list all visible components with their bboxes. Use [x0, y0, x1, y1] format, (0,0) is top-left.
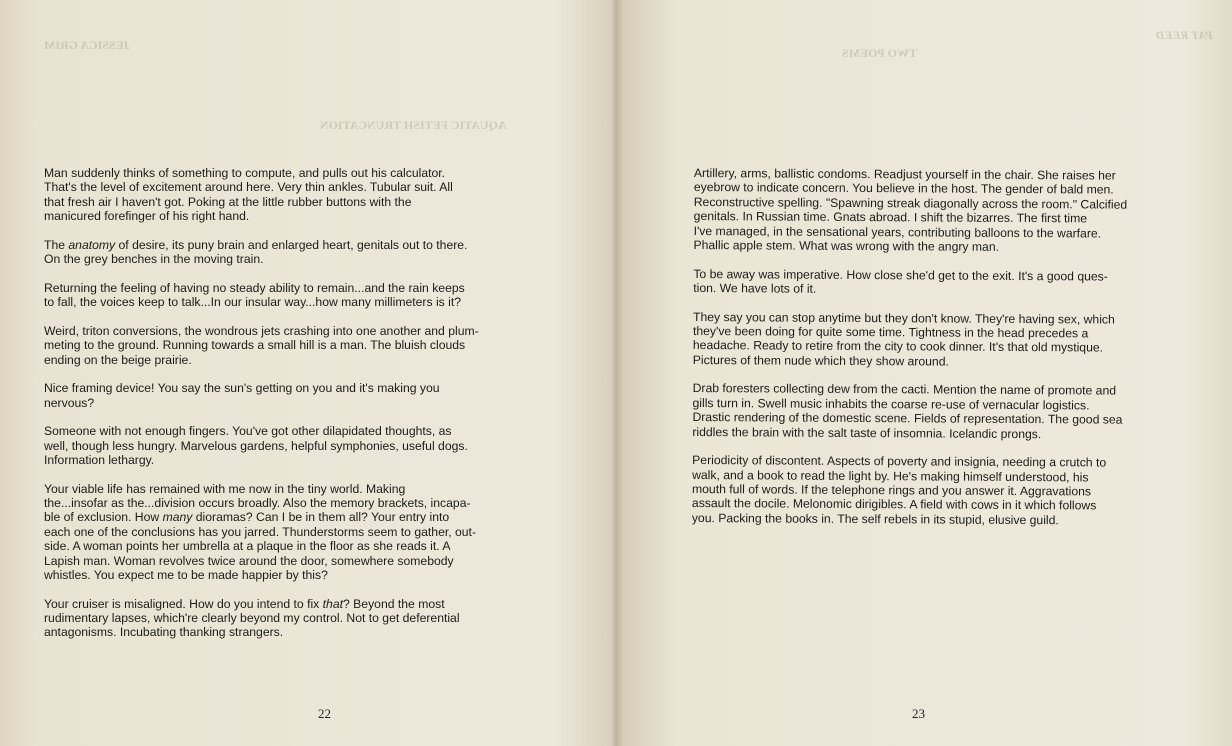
paragraph: They say you can stop anytime but they don't know. They're having sex, which they've been doing for quite some time. Tightness in the head precedes a headache. Ready to retire from the city to cook dinner. It's that old mystique. Pictures of them nude which they show around. [692, 309, 1115, 369]
paragraph: Drab foresters collecting dew from the cacti. Mention the name of promote and gills turn in. Swell music inhabits the coarse re-use of vernacular logistics. Drastic rendering of the domestic scene. Fields of representation. The good sea riddles the brain with the salt taste of insomnia. Icelandic prongs. [692, 381, 1123, 441]
italic-word: that [322, 596, 343, 611]
left-page-body [44, 166, 554, 654]
bleed-through-title: AQUATIC FETISH TRUNCATION [320, 118, 507, 132]
paragraph: Your viable life has remained with me now in the tiny world. Making the...insofar as the...division occurs broadly. Also the memory brackets, incapa- ble of exclusion. How many dioramas? Can I be in them all? Your entry into each one of the conclusions has you jarred. Thunderstorms seem to gather, out- side. A woman points her umbrella at a plaque in the floor as she reads it. A Lapish man. Woman revolves twice around the door, somewhere somebody whistles. You expect me to be made happier by this? [44, 481, 477, 583]
page-number: 23 [912, 706, 925, 721]
italic-word: anatomy [68, 237, 116, 252]
right-page-body [692, 166, 1194, 543]
paragraph: The anatomy of desire, its puny brain and enlarged heart, genitals out to there. On the grey benches in the moving train. [44, 237, 468, 267]
paragraph: To be away was imperative. How close she'd get to the exit. It's a good ques- tion. We have lots of it. [693, 266, 1108, 296]
paragraph: Nice framing device! You say the sun's getting on you and it's making you nervous? [44, 381, 440, 410]
right-page [616, 0, 1232, 746]
bleed-through-author: PAT REED [1156, 28, 1213, 42]
italic-word: many [162, 510, 193, 525]
paragraph: Man suddenly thinks of something to compute, and pulls out his calculator. That's the level of excitement around here. Very thin ankles. Tubular suit. All that fresh air I haven't got. Poking at the little rubber buttons with the manicured forefinger of his right hand. [44, 166, 453, 224]
paragraph: Returning the feeling of having no steady ability to remain...and the rain keeps to fall, the voices keep to talk...In our insular way...how many millimeters is it? [44, 280, 465, 310]
bleed-through-author: JESSICA GRIM [44, 38, 130, 52]
paragraph: Weird, triton conversions, the wondrous jets crashing into one another and plum- meting to the ground. Running towards a small hill is a man. The bluish clouds ending on the beige prairie. [44, 323, 479, 367]
paragraph: Your cruiser is misaligned. How do you intend to fix that? Beyond the most rudimentary lapses, which're clearly beyond my control. Not to get deferential antagonisms. Incubating thanking strangers. [44, 596, 460, 640]
paragraph: Someone with not enough fingers. You've got other dilapidated thoughts, as well, though less hungry. Marvelous gardens, helpful symphonies, useful dogs. Information lethargy. [44, 424, 468, 468]
paragraph: Periodicity of discontent. Aspects of poverty and insignia, needing a crutch to walk, and a book to read the light by. He's making himself understood, his mouth full of words. If the telephone rings and you answer it. Aggravations assault the docile. Melonomic dirigibles. A field with cows in it which follows you. Packing the books in. The self rebels in its stupid, elusive guild. [691, 453, 1107, 528]
paragraph: Artillery, arms, ballistic condoms. Readjust yourself in the chair. She raises her eyebrow to indicate concern. You believe in the host. The gender of bald men. Reconstructive spelling. "Spawning streak diagonally across the room." Calcified genitals. In Russian time. Gnats abroad. I shift the bizarres. The first time I've managed, in the sensational years, contributing balloons to the warfare. Phallic apple stem. What was wrong with the angry man. [693, 166, 1128, 254]
page-number: 22 [318, 706, 331, 721]
bleed-through-title: TWO POEMS [842, 46, 918, 60]
